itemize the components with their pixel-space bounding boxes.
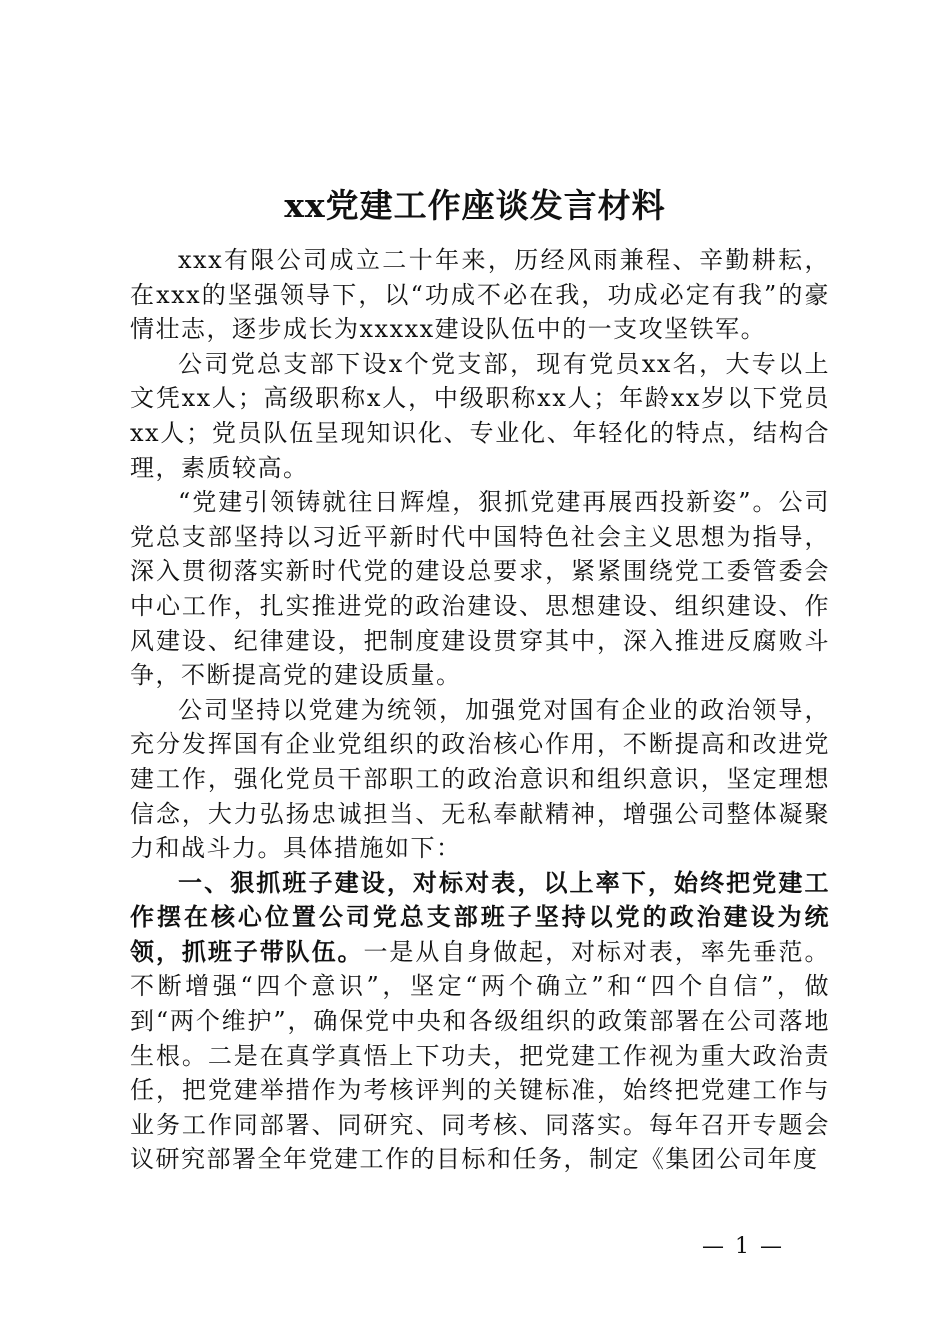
paragraph-text: 公司党总支部下设x个党支部，现有党员xx名，大专以上文凭xx人；高级职称x人，中级职称xx人；年龄xx岁以下党员xx人；党员队伍呈现知识化、专业化、年轻化的特点，结构合理，素质较高。 bbox=[130, 349, 830, 482]
paragraph-2 bbox=[130, 347, 830, 485]
paragraph-5 bbox=[130, 866, 830, 1177]
page-number: — 1 — bbox=[702, 1234, 784, 1259]
document-title: xx党建工作座谈发言材料 bbox=[284, 186, 666, 225]
paragraph-text: 公司坚持以党建为统领，加强党对国有企业的政治领导，充分发挥国有企业党组织的政治核心作用，不断提高和改进党建工作，强化党员干部职工的政治意识和组织意识，坚定理想信念，大力弘扬忠诚担当、无私奉献精神，增强公司整体凝聚力和战斗力。具体措施如下： bbox=[130, 695, 830, 863]
paragraph-1 bbox=[130, 243, 830, 347]
section-heading: 一、狠抓班子建设，对标对表，以上率下，始终把党建工作摆在核心位置公司党总支部班子坚持以党的政治建设为统领，抓班子带队伍。 bbox=[130, 868, 830, 966]
paragraph-4 bbox=[130, 693, 830, 866]
paragraph-text: 一是从自身做起，对标对表，率先垂范。不断增强“四个意识”，坚定“两个确立”和“四个自信”，做到“两个维护”，确保党中央和各级组织的政策部署在公司落地生根。二是在真学真悟上下功夫，把党建工作视为重大政治责任，把党建举措作为考核评判的关键标准，始终把党建工作与业务工作同部署、同研究、同考核、同落实。每年召开专题会议研究部署全年党建工作的目标和任务，制定《集团公司年度 bbox=[130, 937, 831, 1174]
document-body bbox=[130, 243, 830, 1177]
paragraph-3 bbox=[130, 485, 830, 693]
paragraph-text: “党建引领铸就往日辉煌，狠抓党建再展西投新姿”。公司党总支部坚持以习近平新时代中国特色社会主义思想为指导，深入贯彻落实新时代党的建设总要求，紧紧围绕党工委管委会中心工作，扎实推进党的政治建设、思想建设、组织建设、作风建设、纪律建设，把制度建设贯穿其中，深入推进反腐败斗争，不断提高党的建设质量。 bbox=[130, 488, 830, 690]
paragraph-text: xxx有限公司成立二十年来，历经风雨兼程、辛勤耕耘，在xxx的坚强领导下，以“功成不必在我，功成必定有我”的豪情壮志，逐步成长为xxxxx建设队伍中的一支攻坚铁军。 bbox=[130, 246, 830, 344]
